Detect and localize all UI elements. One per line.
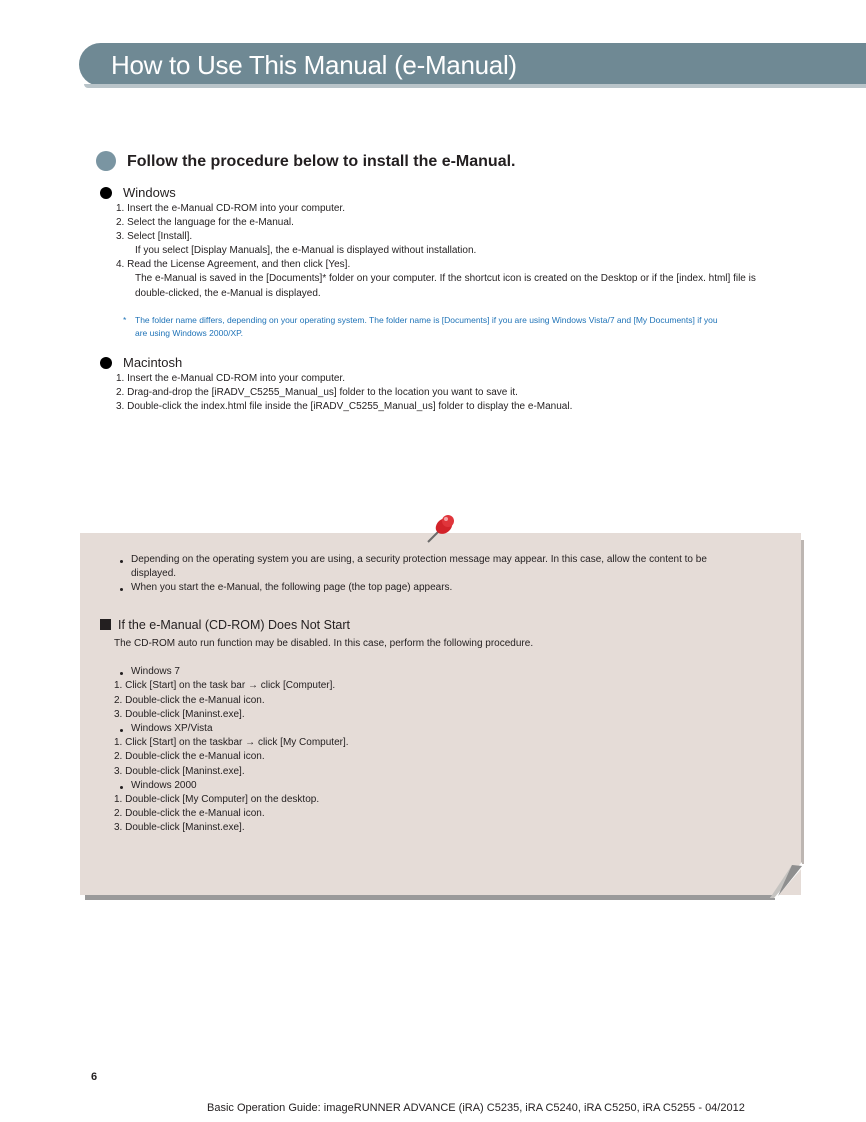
os-bullet-icon: [120, 672, 123, 675]
box-bullet-icon: [120, 560, 123, 563]
windowsxp-step-2: 2. Double-click the e-Manual icon.: [114, 751, 265, 762]
note-box-shadow-right: [801, 540, 804, 864]
windows-step-4-detail-1: The e-Manual is saved in the [Documents]* folder on your computer. If the shortcut icon is created on the Desktop or if the [index. html] file is: [135, 273, 756, 284]
windows-bullet-icon: [100, 187, 112, 199]
os-bullet-icon: [120, 786, 123, 789]
section-bullet-icon: [96, 151, 116, 171]
os-bullet-icon: [120, 729, 123, 732]
windowsxp-step-1: 1. Click [Start] on the taskbar → click [My Computer].: [114, 737, 349, 748]
windows-step-1: 1. Insert the e-Manual CD-ROM into your computer.: [116, 203, 345, 214]
note-box-shadow-bottom: [85, 895, 775, 900]
footnote-line-1: The folder name differs, depending on your operating system. The folder name is [Documents] if you are using Windows Vista/7 and [My Documents] if you: [135, 315, 718, 325]
windows2000-step-3: 3. Double-click [Maninst.exe].: [114, 822, 245, 833]
windows7-step-3: 3. Double-click [Maninst.exe].: [114, 709, 245, 720]
page-curl-icon: [770, 862, 802, 898]
windows7-step-1: 1. Click [Start] on the task bar → click [Computer].: [114, 680, 336, 691]
footnote-line-2: are using Windows 2000/XP.: [135, 328, 244, 338]
page-title: How to Use This Manual (e-Manual): [111, 50, 517, 80]
windows-step-3-detail: If you select [Display Manuals], the e-Manual is displayed without installation.: [135, 245, 477, 256]
box-bullet-1-cont: displayed.: [131, 568, 177, 579]
page-number: 6: [91, 1071, 98, 1083]
windows7-label: Windows 7: [131, 666, 180, 677]
windows2000-step-2: 2. Double-click the e-Manual icon.: [114, 808, 265, 819]
macintosh-bullet-icon: [100, 357, 112, 369]
windows-heading: Windows: [123, 185, 176, 200]
box-bullet-1: Depending on the operating system you are using, a security protection message may appear. In this case, allow the content to be: [131, 554, 707, 565]
pushpin-icon: [424, 512, 458, 546]
footnote-marker: *: [123, 315, 127, 325]
box-heading: If the e-Manual (CD-ROM) Does Not Start: [118, 618, 351, 632]
box-bullet-2: When you start the e-Manual, the following page (the top page) appears.: [131, 582, 453, 593]
macintosh-heading: Macintosh: [123, 355, 183, 370]
windows-step-4-detail-2: double-clicked, the e-Manual is displayed.: [135, 288, 321, 299]
windows7-step-2: 2. Double-click the e-Manual icon.: [114, 695, 265, 706]
windowsxp-step-3: 3. Double-click [Maninst.exe].: [114, 766, 245, 777]
windows2000-label: Windows 2000: [131, 780, 197, 791]
windows2000-step-1: 1. Double-click [My Computer] on the desktop.: [114, 794, 320, 805]
footer-text: Basic Operation Guide: imageRUNNER ADVANCE (iRA) C5235, iRA C5240, iRA C5250, iRA C5255 - 04/2012: [207, 1102, 745, 1114]
windows-step-3: 3. Select [Install].: [116, 231, 193, 242]
windowsxp-label: Windows XP/Vista: [131, 723, 213, 734]
square-bullet-icon: [100, 619, 111, 630]
header-banner-shadow: [84, 84, 866, 88]
macintosh-step-2: 2. Drag-and-drop the [iRADV_C5255_Manual_us] folder to the location you want to save it.: [116, 387, 518, 398]
windows-step-2: 2. Select the language for the e-Manual.: [116, 217, 294, 228]
section-title: Follow the procedure below to install the e-Manual.: [127, 153, 516, 170]
macintosh-step-1: 1. Insert the e-Manual CD-ROM into your computer.: [116, 373, 345, 384]
box-intro: The CD-ROM auto run function may be disabled. In this case, perform the following procedure.: [114, 638, 534, 649]
macintosh-step-3: 3. Double-click the index.html file inside the [iRADV_C5255_Manual_us] folder to display the e-Manual.: [116, 401, 573, 412]
windows-step-4: 4. Read the License Agreement, and then click [Yes].: [116, 259, 351, 270]
box-bullet-icon: [120, 588, 123, 591]
